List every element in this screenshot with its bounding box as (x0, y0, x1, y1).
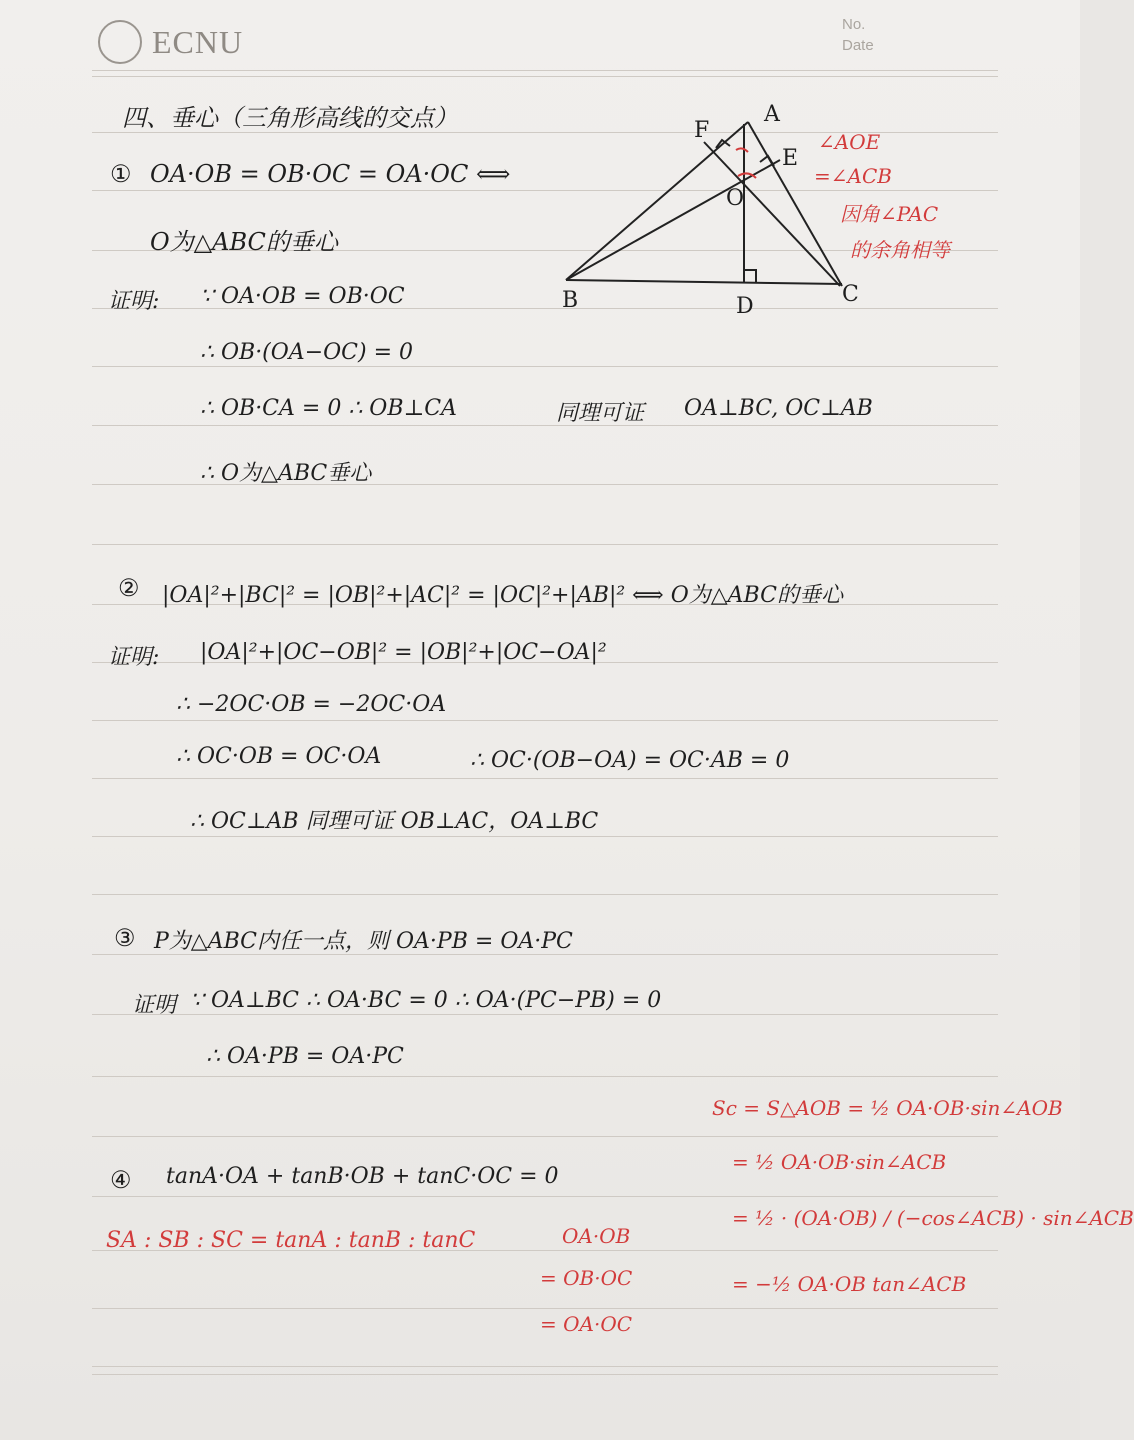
p2-proof-label: 证明: (108, 645, 160, 670)
p4-area4: = −½ OA·OB tan∠ACB (732, 1272, 967, 1296)
p3-proof-label: 证明 (132, 993, 177, 1018)
p4-ratio: SA : SB : SC = tanA : tanB : tanC (106, 1228, 476, 1253)
vertex-d-label: D (736, 294, 754, 319)
altitude-be (566, 160, 780, 280)
p1-step3b: OA⊥BC, OC⊥AB (684, 396, 873, 421)
side-bc (566, 280, 842, 284)
p3-label: ③ (114, 924, 136, 952)
p4-eq3: = OA·OC (540, 1312, 633, 1336)
vertex-b-label: B (562, 288, 579, 313)
section-title: 四、垂心（三角形高线的交点） (122, 104, 458, 132)
p4-eq2: = OB·OC (540, 1266, 633, 1290)
p3-step2: ∴ OA·PB = OA·PC (206, 1044, 404, 1069)
p1-similarly: 同理可证 (556, 401, 645, 426)
p1-step3: ∴ OB·CA = 0 ∴ OB⊥CA (200, 396, 457, 421)
p4-label: ④ (110, 1166, 132, 1194)
diagram-note-1: ∠AOE (818, 130, 881, 154)
side-ab (566, 122, 748, 280)
date-label: Date (842, 37, 874, 54)
diagram-note-3: 因角∠PAC (840, 202, 939, 226)
p1-step2: ∴ OB·(OA−OC) = 0 (200, 340, 413, 365)
vertex-a-label: A (764, 102, 780, 127)
p1-conclusion: O为△ABC的垂心 (150, 228, 338, 256)
p1-proof-label: 证明: (108, 289, 160, 314)
p3-step1: ∵ OA⊥BC ∴ OA·BC = 0 ∴ OA·(PC−PB) = 0 (190, 988, 662, 1013)
no-label: No. (842, 16, 866, 33)
p4-area1: Sc = S△AOB = ½ OA·OB·sin∠AOB (712, 1096, 1063, 1120)
p1-step4: ∴ O为△ABC垂心 (200, 461, 372, 486)
vertex-c-label: C (842, 282, 859, 307)
diagram-note-2: =∠ACB (814, 164, 892, 188)
p4-area2: = ½ OA·OB·sin∠ACB (732, 1150, 947, 1174)
p2-step2: ∴ −2OC·OB = −2OC·OA (176, 692, 447, 717)
p2-step3: ∴ OC·OB = OC·OA (176, 744, 382, 769)
brand-name: ECNU (152, 23, 244, 60)
p2-statement: |OA|²+|BC|² = |OB|²+|AC|² = |OC|²+|AB|² ⟺ O为△ABC的垂心 (162, 583, 843, 608)
vertex-e-label: E (782, 146, 799, 171)
p1-label: ① (110, 160, 132, 188)
p2-step3b: ∴ OC·(OB−OA) = OC·AB = 0 (470, 748, 790, 773)
angle-arc-a (736, 148, 748, 152)
right-angle-d (744, 270, 756, 282)
p2-label: ② (118, 574, 140, 602)
p4-eq1: OA·OB (562, 1224, 631, 1248)
p2-step1: |OA|²+|OC−OB|² = |OB|²+|OC−OA|² (200, 640, 607, 665)
p1-statement: OA·OB = OB·OC = OA·OC ⟺ (150, 160, 511, 188)
p4-area3: = ½ · (OA·OB) / (−cos∠ACB) · sin∠ACB (732, 1206, 1134, 1230)
p3-statement: P为△ABC内任一点，则 OA·PB = OA·PC (154, 929, 573, 954)
vertex-f-label: F (694, 118, 710, 143)
vertex-o-label: O (726, 186, 745, 211)
p2-step4: ∴ OC⊥AB 同理可证 OB⊥AC，OA⊥BC (190, 809, 599, 834)
p1-step1: ∵ OA·OB = OB·OC (200, 284, 405, 309)
diagram-note-4: 的余角相等 (850, 238, 950, 262)
p4-statement: tanA·OA + tanB·OB + tanC·OC = 0 (166, 1164, 559, 1189)
